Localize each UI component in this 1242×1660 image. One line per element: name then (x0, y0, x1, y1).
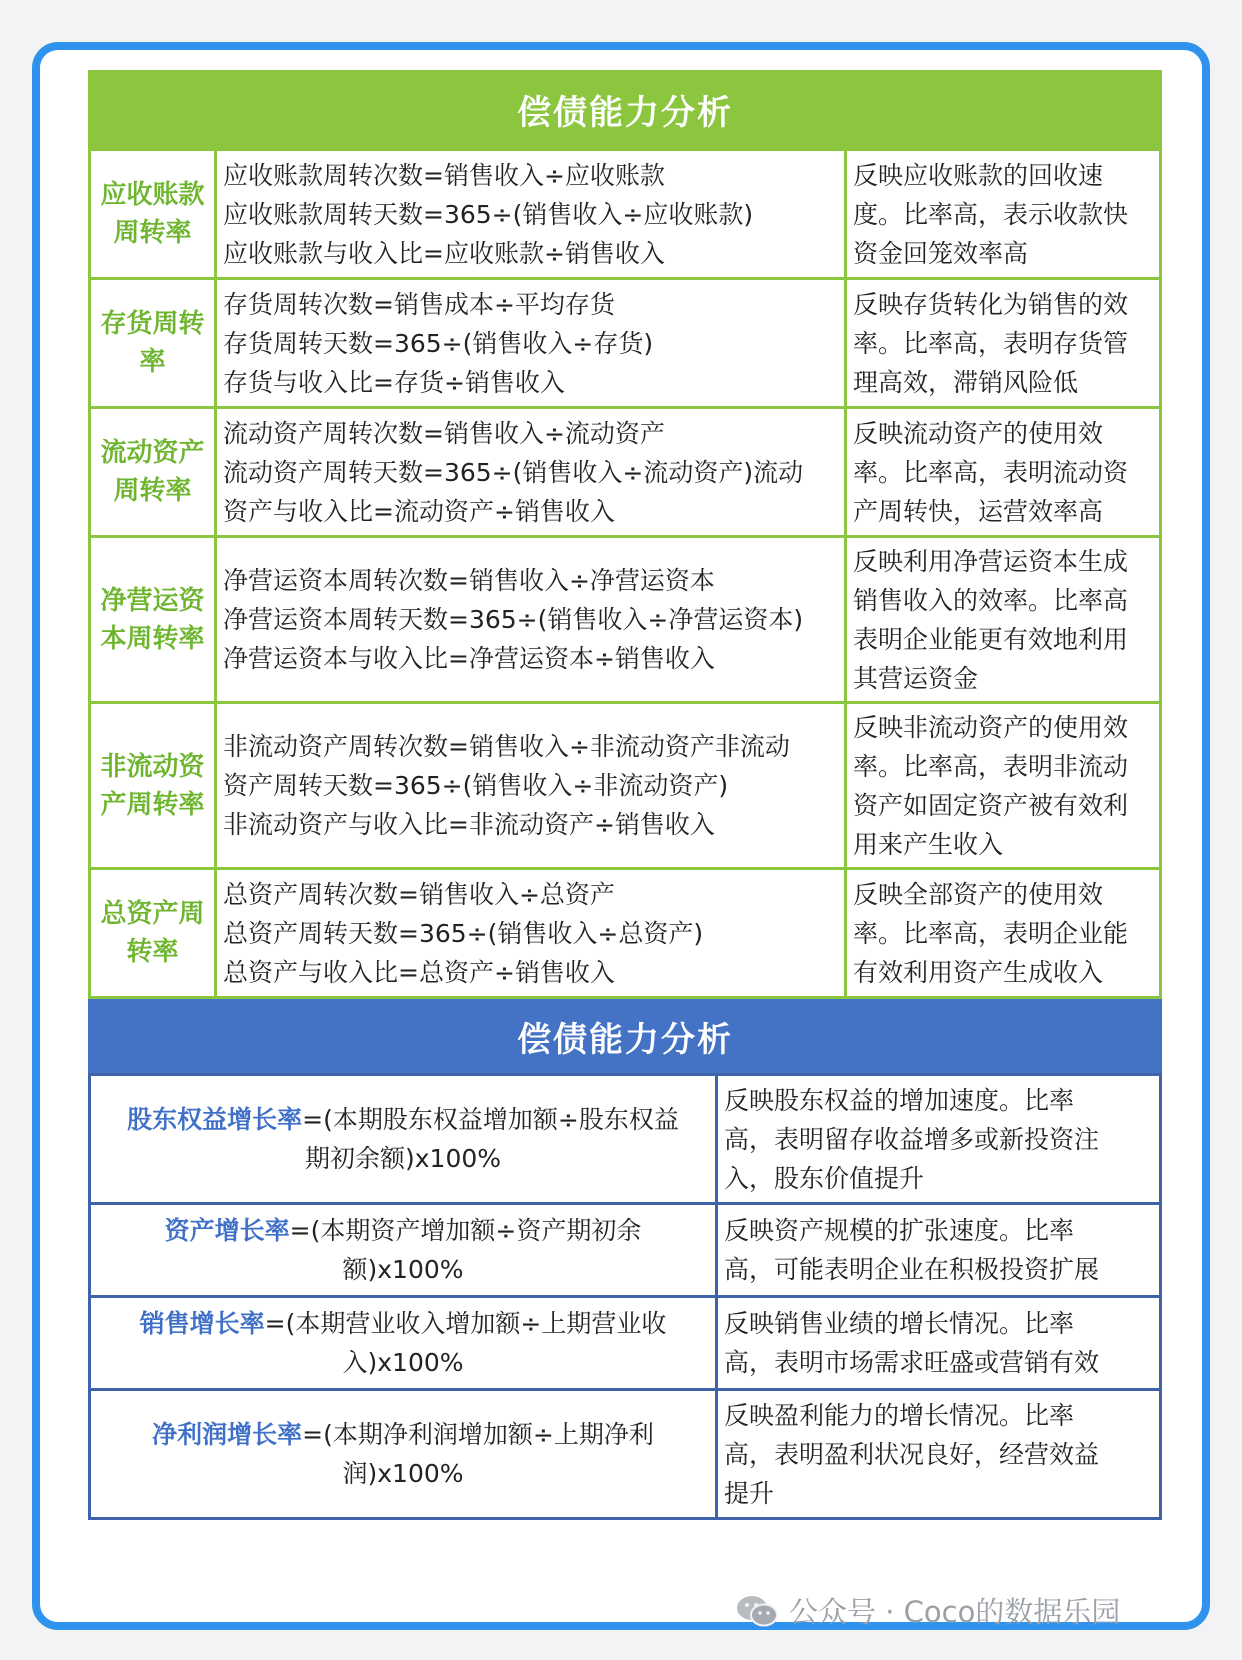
metric-name: 应收账款 周转率 (90, 150, 216, 279)
growth-metric-name: 股东权益增长率 (127, 1105, 303, 1134)
growth-description: 反映盈利能力的增长情况。比率 高，表明盈利状况良好，经营效益 提升 (717, 1390, 1161, 1519)
watermark (735, 1590, 1120, 1631)
metric-formula: 总资产周转次数=销售收入÷总资产 总资产周转天数=365÷(销售收入÷总资产) 总资产与收入比=总资产÷销售收入 (216, 869, 846, 998)
metric-formula: 净营运资本周转次数=销售收入÷净营运资本 净营运资本周转天数=365÷(销售收入÷净营运资本) 净营运资本与收入比=净营运资本÷销售收入 (216, 537, 846, 703)
metric-name: 净营运资 本周转率 (90, 537, 216, 703)
turnover-table (88, 148, 1162, 999)
table-row (90, 279, 1161, 408)
metric-description: 反映流动资产的使用效 率。比率高，表明流动资 产周转快，运营效率高 (846, 408, 1161, 537)
metric-description: 反映全部资产的使用效 率。比率高，表明企业能 有效利用资产生成收入 (846, 869, 1161, 998)
section2-title: 偿债能力分析 (88, 999, 1162, 1073)
metric-name: 存货周转 率 (90, 279, 216, 408)
metric-name: 总资产周 转率 (90, 869, 216, 998)
wechat-icon (735, 1593, 779, 1629)
growth-metric-name: 销售增长率 (139, 1309, 265, 1338)
metric-formula: 流动资产周转次数=销售收入÷流动资产 流动资产周转天数=365÷(销售收入÷流动资产)流动 资产与收入比=流动资产÷销售收入 (216, 408, 846, 537)
growth-formula: 股东权益增长率=(本期股东权益增加额÷股东权益 期初余额)x100% (90, 1075, 717, 1204)
growth-formula: 销售增长率=(本期营业收入增加额÷上期营业收 入)x100% (90, 1297, 717, 1390)
table-row (90, 1075, 1161, 1204)
table-row (90, 150, 1161, 279)
metric-description: 反映存货转化为销售的效 率。比率高，表明存货管 理高效，滞销风险低 (846, 279, 1161, 408)
metric-name: 非流动资 产周转率 (90, 703, 216, 869)
table-row (90, 1297, 1161, 1390)
growth-description: 反映销售业绩的增长情况。比率 高，表明市场需求旺盛或营销有效 (717, 1297, 1161, 1390)
table-row (90, 408, 1161, 537)
table-row (90, 703, 1161, 869)
table-row (90, 1204, 1161, 1297)
table-row (90, 869, 1161, 998)
analysis-sheet (88, 70, 1162, 1520)
metric-name: 流动资产 周转率 (90, 408, 216, 537)
metric-formula: 存货周转次数=销售成本÷平均存货 存货周转天数=365÷(销售收入÷存货) 存货与收入比=存货÷销售收入 (216, 279, 846, 408)
growth-table (88, 1073, 1162, 1520)
growth-metric-name: 净利润增长率 (152, 1420, 303, 1449)
metric-description: 反映利用净营运资本生成 销售收入的效率。比率高 表明企业能更有效地利用 其营运资金 (846, 537, 1161, 703)
growth-description: 反映股东权益的增加速度。比率 高，表明留存收益增多或新投资注 入，股东价值提升 (717, 1075, 1161, 1204)
table-row (90, 1390, 1161, 1519)
metric-formula: 非流动资产周转次数=销售收入÷非流动资产非流动 资产周转天数=365÷(销售收入÷非流动资产) 非流动资产与收入比=非流动资产÷销售收入 (216, 703, 846, 869)
metric-description: 反映非流动资产的使用效 率。比率高，表明非流动 资产如固定资产被有效利 用来产生收入 (846, 703, 1161, 869)
section1-title: 偿债能力分析 (88, 70, 1162, 148)
growth-formula: 资产增长率=(本期资产增加额÷资产期初余 额)x100% (90, 1204, 717, 1297)
growth-metric-name: 资产增长率 (164, 1216, 290, 1245)
metric-formula: 应收账款周转次数=销售收入÷应收账款 应收账款周转天数=365÷(销售收入÷应收账款) 应收账款与收入比=应收账款÷销售收入 (216, 150, 846, 279)
metric-description: 反映应收账款的回收速 度。比率高，表示收款快 资金回笼效率高 (846, 150, 1161, 279)
growth-formula: 净利润增长率=(本期净利润增加额÷上期净利 润)x100% (90, 1390, 717, 1519)
watermark-text: 公众号 · Coco的数据乐园 (789, 1595, 1121, 1629)
table-row (90, 537, 1161, 703)
growth-description: 反映资产规模的扩张速度。比率 高，可能表明企业在积极投资扩展 (717, 1204, 1161, 1297)
